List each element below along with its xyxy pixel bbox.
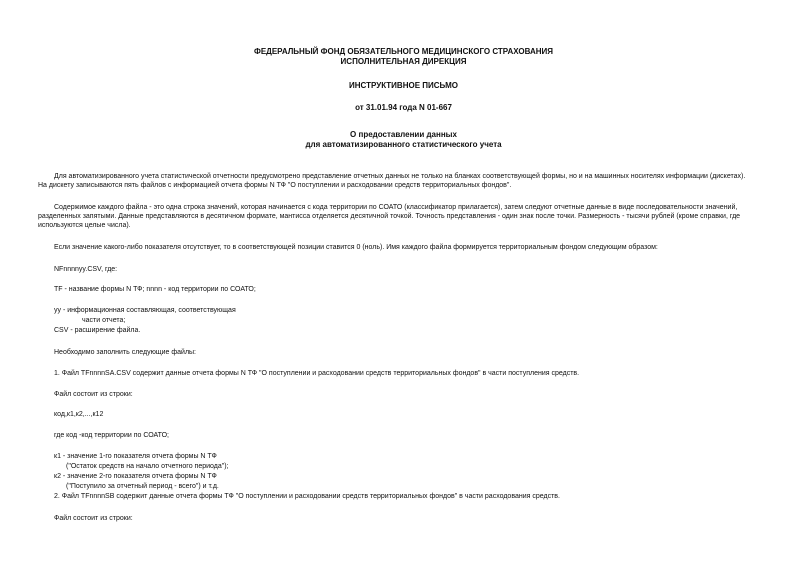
k2-definition-line2: ("Поступило за отчетный период - всего") и т.д. [66, 483, 219, 490]
k1-definition-line2: ("Остаток средств на начало отчетного периода"); [66, 463, 229, 470]
document-date: от 31.01.94 года N 01-667 [355, 103, 452, 112]
definition-csv: CSV - расширение файла. [54, 327, 141, 334]
k2-definition-line1: к2 - значение 2-го показателя отчета формы N ТФ [54, 473, 217, 480]
subject-line1: О предоставлении данных [350, 130, 457, 139]
file-consists-text: Файл состоит из строки: [54, 391, 133, 398]
file1-description: 1. Файл TFnnnnSA.CSV содержит данные отчета формы N ТФ "О поступлении и расходовании средств территориальных фондов" в части поступления средств. [54, 370, 580, 377]
file2-description: 2. Файл TFnnnnSB содержит данные отчета формы ТФ "О поступлении и расходовании средств территориальных фондов" в части расходования средств. [54, 493, 560, 500]
document-type: ИНСТРУКТИВНОЕ ПИСЬМО [349, 81, 458, 90]
filename-pattern: NFnnnnyy.CSV, где: [54, 266, 118, 273]
row-format: код,к1,к2,...,к12 [54, 411, 104, 418]
paragraph-2-line1: Содержимое каждого файла - это одна строка значений, которая начинается с кода территории по СОАТО (классификатор прилагается), затем следуют отчетные данные в виде последовательности значений, [54, 204, 738, 211]
definition-tf: TF - название формы N ТФ; nnnn - код территории по СОАТО; [54, 286, 256, 293]
file-consists-text-2: Файл состоит из строки: [54, 515, 133, 522]
org-title-line2: ИСПОЛНИТЕЛЬНАЯ ДИРЕКЦИЯ [340, 57, 467, 66]
definition-yy-line2: части отчета; [82, 317, 126, 324]
definition-yy-line1: yy - информационная составляющая, соответствующая [54, 307, 236, 314]
where-code-text: где код -код территории по СОАТО; [54, 432, 170, 439]
paragraph-3: Если значение какого-либо показателя отсутствует, то в соответствующей позиции ставится 0 (ноль). Имя каждого файла формируется территориальным фондом следующим образом: [54, 244, 658, 251]
paragraph-1-line2: На дискету записываются пять файлов с информацией отчета формы N ТФ "О поступлении и расходовании средств территориальных фондов". [38, 182, 512, 189]
subject-line2: для автоматизированного статистического учета [305, 140, 502, 149]
k1-definition-line1: к1 - значение 1-го показателя отчета формы N ТФ [54, 453, 217, 460]
paragraph-2-line2: разделенных запятыми. Данные представляются в десятичном формате, мантисса отделяется десятичной точкой. Точность представления - один знак после точки. Размерность - тысячи рублей (кроме справки, где [38, 213, 741, 220]
paragraph-2-line3: используются целые числа). [38, 222, 131, 229]
need-fill-text: Необходимо заполнить следующие файлы: [54, 349, 197, 356]
org-title-line1: ФЕДЕРАЛЬНЫЙ ФОНД ОБЯЗАТЕЛЬНОГО МЕДИЦИНСКОГО СТРАХОВАНИЯ [253, 47, 553, 56]
paragraph-1-line1: Для автоматизированного учета статистической отчетности предусмотрено представление отчетных данных не только на бланках соответствующей формы, но и на машинных носителях информации (дискетах). [54, 173, 746, 180]
